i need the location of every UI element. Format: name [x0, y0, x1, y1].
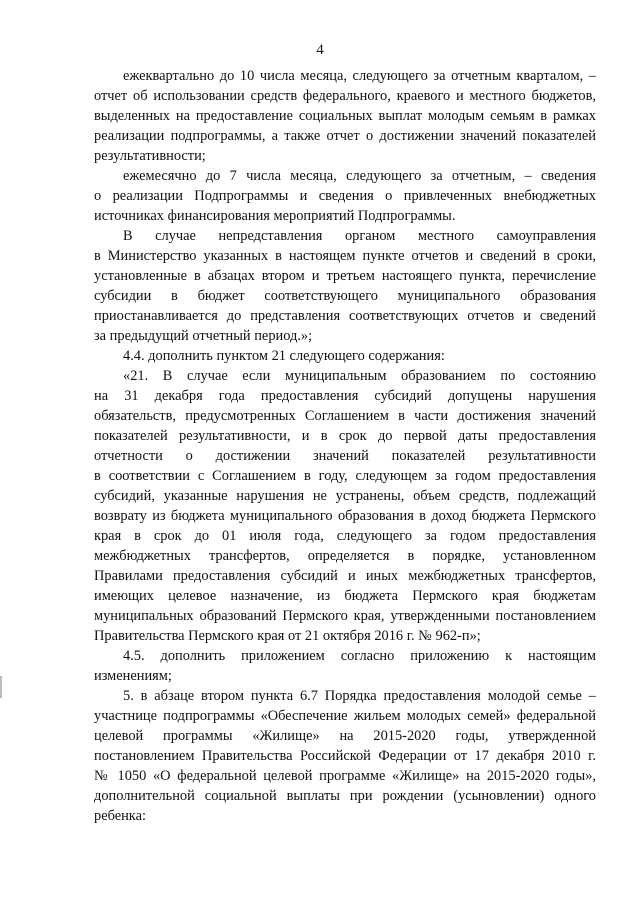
text-line: в Министерство указанных в настоящем пункте отчетов и сведений в сроки, [94, 248, 596, 264]
text-line: о реализации Подпрограммы и сведения о привлеченных внебюджетных [94, 188, 596, 204]
text-line: субсидий, указанные нарушения не устранены, объем средств, подлежащий [94, 488, 596, 504]
text-line: на 31 декабря года предоставления субсидий допущены нарушения [94, 388, 596, 404]
text-line: целевой программы «Жилище» на 2015-2020 годы, утвержденной [94, 728, 596, 744]
page-number: 4 [316, 42, 324, 58]
text-line: «21. В случае если муниципальным образованием по состоянию [123, 368, 596, 384]
text-line: за предыдущий отчетный период.»; [94, 328, 313, 344]
text-line: установленные в абзацах втором и третьем настоящего пункта, перечисление [94, 268, 596, 284]
text-line: 5. в абзаце втором пункта 6.7 Порядка предоставления молодой семье – [123, 688, 596, 704]
text-line: межбюджетных трансфертов, определяется в порядке, установленном [94, 548, 596, 564]
text-line: постановлением Правительства Российской Федерации от 17 декабря 2010 г. [94, 748, 596, 764]
text-line: ребенка: [94, 808, 146, 824]
text-line: ежеквартально до 10 числа месяца, следующего за отчетным кварталом, – [123, 68, 596, 84]
scan-margin-mark [0, 676, 2, 698]
text-line: Правительства Пермского края от 21 октября 2016 г. № 962-п»; [94, 628, 481, 644]
text-line: в соответствии с Соглашением в году, следующем за годом предоставления [94, 468, 596, 484]
text-line: выделенных на предоставление социальных выплат молодым семьям в рамках [94, 108, 596, 124]
text-line: показателей результативности, и в срок до первой даты предоставления [94, 428, 596, 444]
text-line: 4.4. дополнить пунктом 21 следующего содержания: [123, 348, 445, 364]
text-line: Правилами предоставления субсидий и иных межбюджетных трансфертов, [94, 568, 596, 584]
text-line: результативности; [94, 148, 206, 164]
text-line: 4.5. дополнить приложением согласно приложению к настоящим [123, 648, 596, 664]
text-line: отчет об использовании средств федерального, краевого и местного бюджетов, [94, 88, 596, 104]
text-line: № 1050 «О федеральной целевой программе «Жилище» на 2015-2020 годы», [94, 768, 596, 784]
text-line: В случае непредставления органом местного самоуправления [123, 228, 596, 244]
text-line: отчетности о достижении значений показателей результативности [94, 448, 596, 464]
text-line: края в срок до 01 июля года, следующего за годом предоставления [94, 528, 596, 544]
text-line: участнице подпрограммы «Обеспечение жильем молодых семей» федеральной [94, 708, 596, 724]
text-line: изменениям; [94, 668, 172, 684]
text-line: реализации подпрограммы, а также отчет о достижении значений показателей [94, 128, 596, 144]
text-line: муниципальных образований Пермского края, утвержденными постановлением [94, 608, 596, 624]
text-line: субсидии в бюджет соответствующего муниципального образования [94, 288, 596, 304]
text-line: дополнительной социальной выплаты при рождении (усыновлении) одного [94, 788, 596, 804]
text-line: возврату из бюджета муниципального образования в доход бюджета Пермского [94, 508, 596, 524]
text-line: ежемесячно до 7 числа месяца, следующего за отчетным, – сведения [123, 168, 596, 184]
text-line: источниках финансирования мероприятий Подпрограммы. [94, 208, 456, 224]
text-line: имеющих целевое назначение, из бюджета Пермского края бюджетам [94, 588, 596, 604]
text-line: обязательств, предусмотренных Соглашением в части достижения значений [94, 408, 596, 424]
text-line: приостанавливается до представления соответствующих отчетов и сведений [94, 308, 596, 324]
